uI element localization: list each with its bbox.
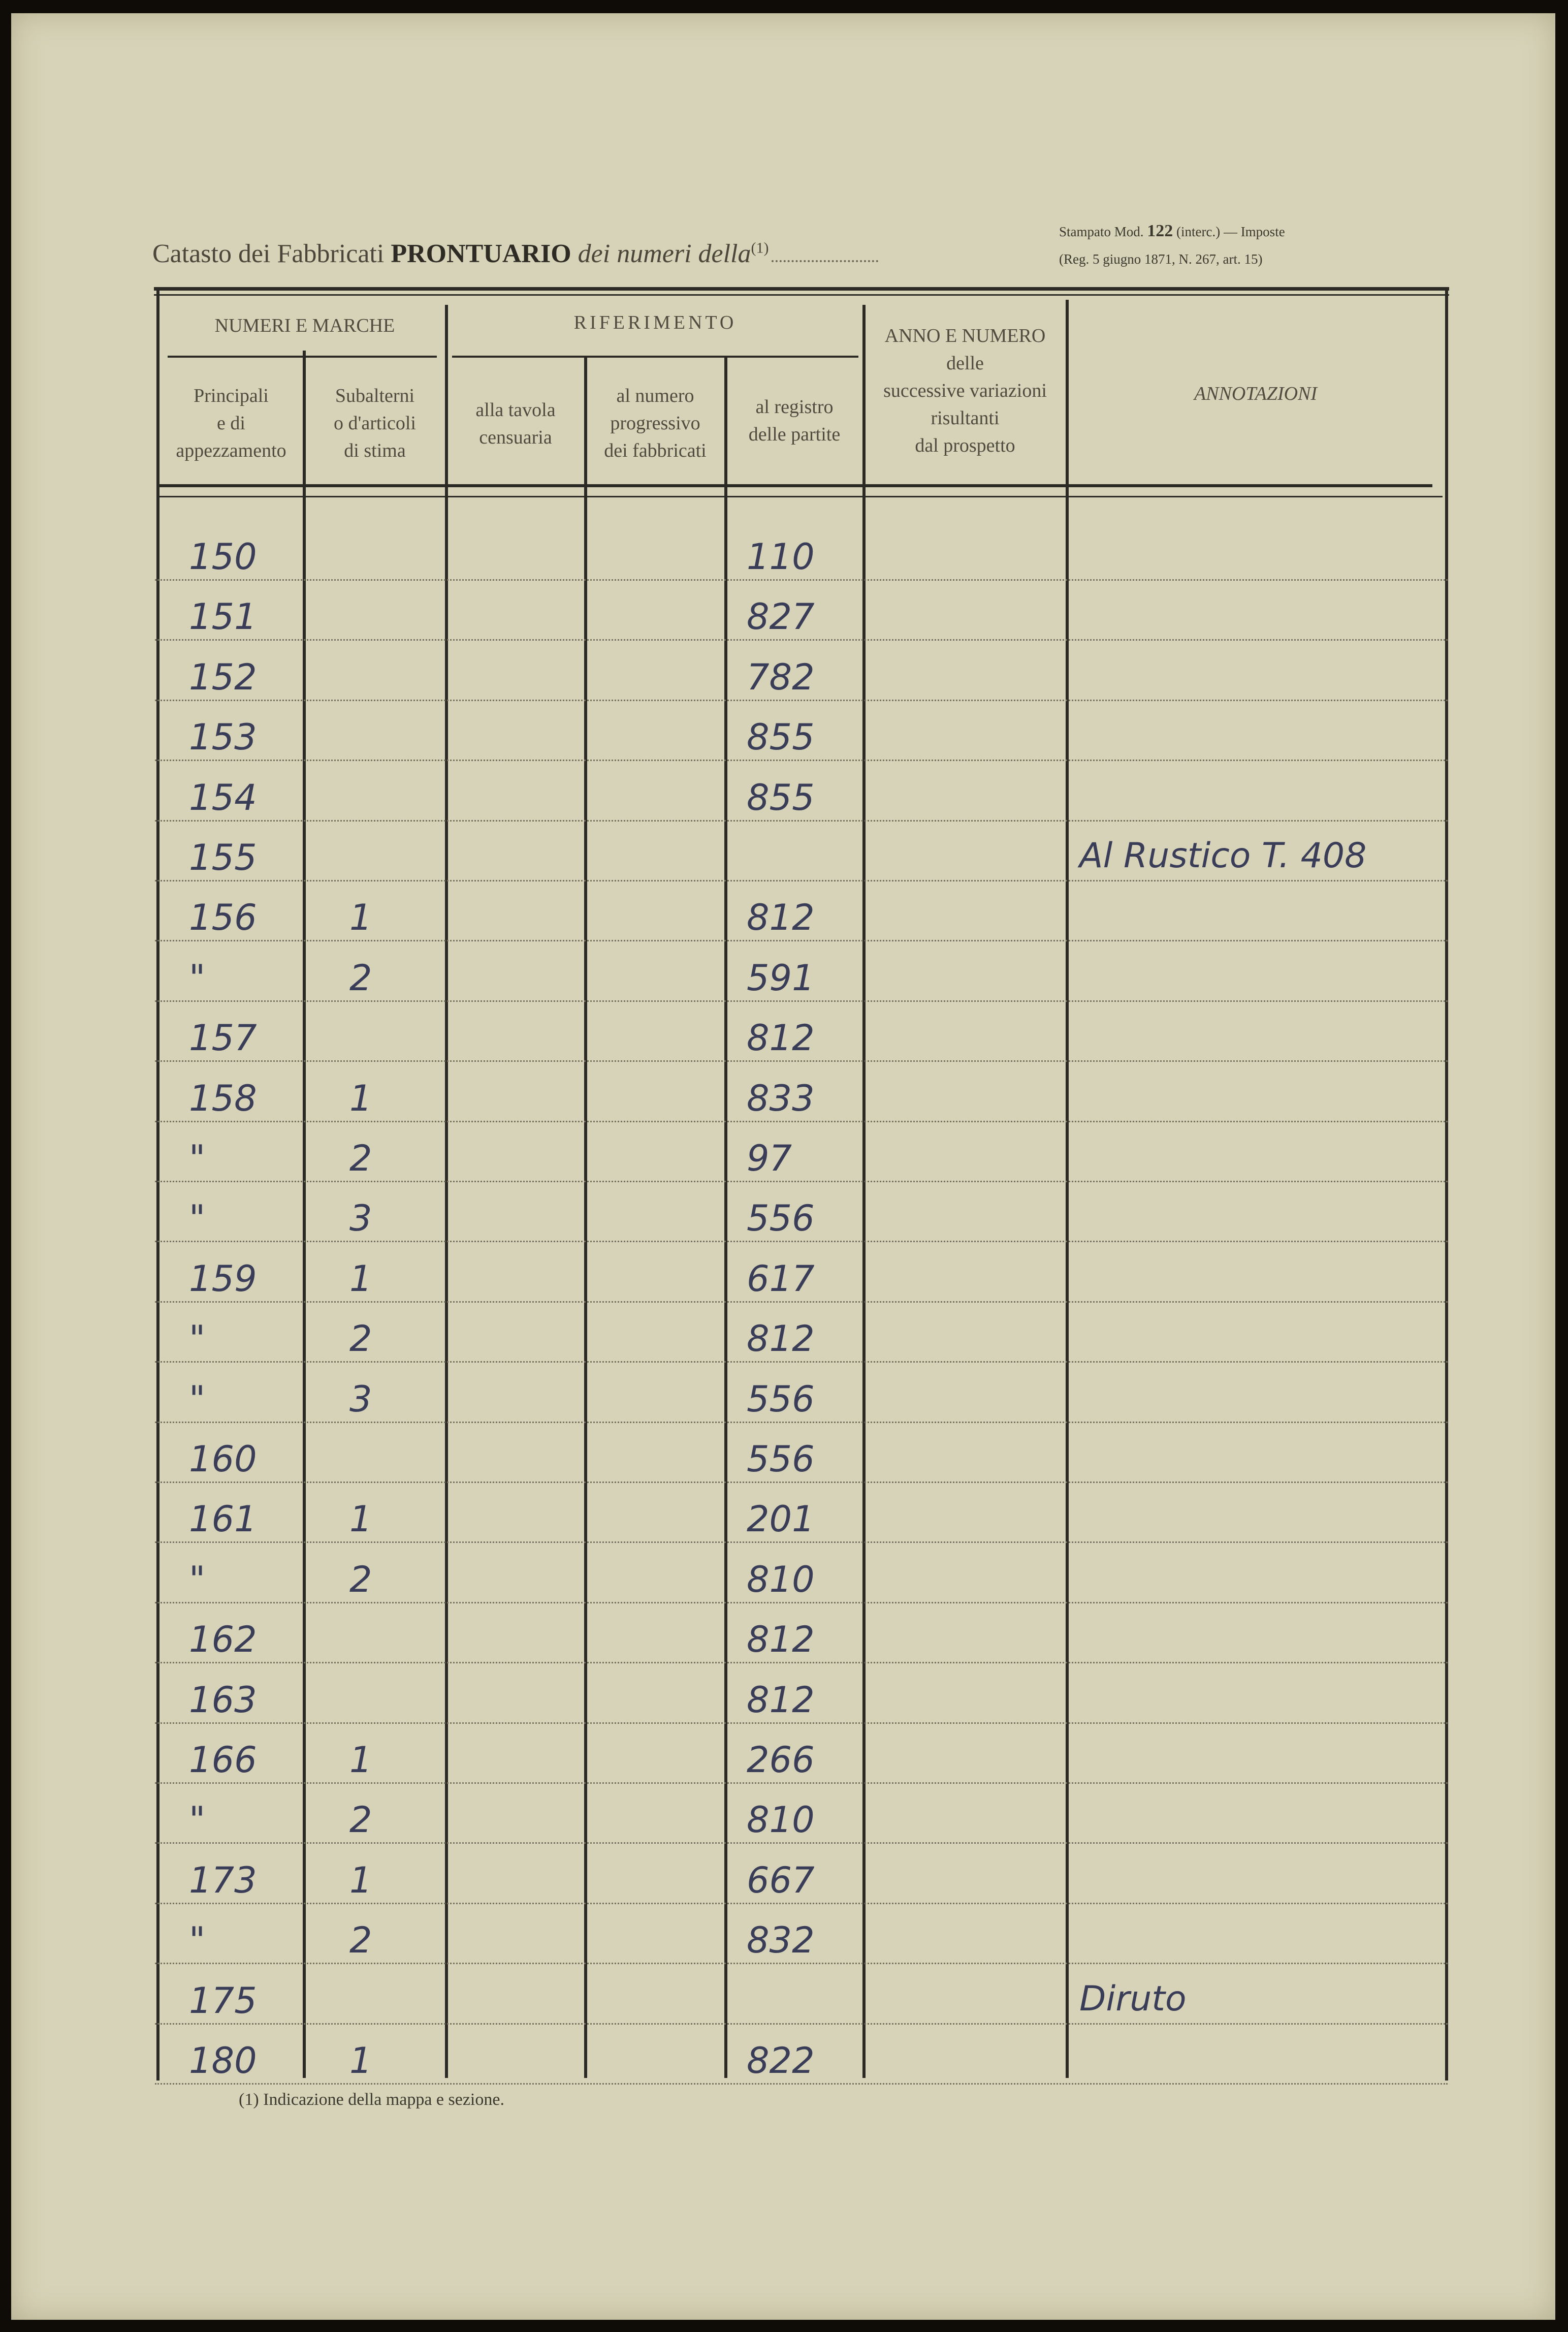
cell-subalterno: 1 <box>349 1257 372 1300</box>
row-separator <box>155 1241 1448 1242</box>
prontuario-label: PRONTUARIO <box>391 239 571 268</box>
cell-subalterno: 3 <box>349 1197 372 1240</box>
cell-registro: 827 <box>747 596 815 638</box>
header-tavola-censuaria: alla tavola censuaria <box>475 399 556 448</box>
row-separator <box>155 1482 1448 1483</box>
cell-principale: " <box>189 1318 206 1360</box>
table-top-border-thin <box>154 294 1449 296</box>
cell-subalterno: 2 <box>349 1799 372 1841</box>
cell-registro: 266 <box>747 1739 815 1781</box>
cell-principale: 180 <box>189 2040 257 2082</box>
row-separator <box>155 579 1448 581</box>
cell-principale: 152 <box>189 656 257 698</box>
cell-subalterno: 2 <box>349 1138 372 1179</box>
col-divider-principali <box>303 351 306 2078</box>
stamp-suffix: (interc.) — Imposte <box>1176 224 1285 239</box>
footnote: (1) Indicazione della mappa e sezione. <box>239 2090 504 2109</box>
cell-registro: 810 <box>747 1799 815 1841</box>
col-divider-registro <box>862 305 866 2078</box>
cell-principale: 153 <box>189 716 257 759</box>
stamp-model-number: 122 <box>1147 222 1173 240</box>
cell-subalterno: 1 <box>349 1498 372 1540</box>
cell-principale: " <box>189 1138 206 1179</box>
header-principali: Principali e di appezzamento <box>176 385 286 461</box>
cell-principale: " <box>189 1558 206 1600</box>
row-separator <box>155 1842 1448 1844</box>
cell-principale: 150 <box>189 536 257 578</box>
row-separator <box>155 1121 1448 1122</box>
row-separator <box>155 940 1448 941</box>
cell-registro: 617 <box>747 1257 815 1300</box>
cell-subalterno: 2 <box>349 957 372 999</box>
row-separator <box>155 1541 1448 1543</box>
row-separator <box>155 700 1448 701</box>
cell-annotazione: Diruto <box>1079 1978 1187 2019</box>
header-bottom-border-thin <box>157 496 1443 497</box>
cell-principale: " <box>189 957 206 999</box>
row-separator <box>155 639 1448 641</box>
row-separator <box>155 2083 1448 2085</box>
cell-registro: 591 <box>747 957 815 999</box>
cell-principale: " <box>189 1378 206 1420</box>
cell-subalterno: 1 <box>349 2040 372 2082</box>
row-separator <box>155 1060 1448 1062</box>
cell-subalterno: 1 <box>349 1739 372 1781</box>
row-separator <box>155 1722 1448 1724</box>
cell-subalterno: 1 <box>349 1077 372 1119</box>
row-separator <box>155 760 1448 761</box>
row-separator <box>155 1181 1448 1182</box>
cell-registro: 812 <box>747 1679 815 1721</box>
row-separator <box>155 1903 1448 1904</box>
header-numeri-e-marche: NUMERI E MARCHE <box>214 315 395 336</box>
row-separator <box>155 820 1448 822</box>
title-fill-line <box>772 260 878 262</box>
header-bottom-border <box>157 484 1432 487</box>
row-separator <box>155 1602 1448 1603</box>
cell-registro: 97 <box>747 1138 792 1179</box>
catasto-label: Catasto dei Fabbricati <box>152 239 385 268</box>
cell-principale: 156 <box>189 897 257 939</box>
cell-subalterno: 2 <box>349 1318 372 1360</box>
cell-registro: 855 <box>747 776 815 818</box>
cell-registro: 556 <box>747 1378 815 1420</box>
cell-subalterno: 2 <box>349 1919 372 1962</box>
cell-registro: 556 <box>747 1438 815 1480</box>
cell-principale: 175 <box>189 1979 257 2022</box>
cell-principale: " <box>189 1919 206 1962</box>
row-separator <box>155 1963 1448 1964</box>
col-divider-anno <box>1066 300 1069 2078</box>
col-divider-left <box>156 287 159 2081</box>
stamp-prefix: Stampato Mod. <box>1059 224 1144 239</box>
cell-principale: 158 <box>189 1077 257 1119</box>
cell-registro: 110 <box>747 536 815 578</box>
row-separator <box>155 1662 1448 1663</box>
page-title <box>152 239 878 269</box>
riferimento-group-underline <box>452 356 858 358</box>
cell-registro: 782 <box>747 656 815 698</box>
cell-registro: 812 <box>747 1318 815 1360</box>
row-separator <box>155 2023 1448 2025</box>
cell-principale: 162 <box>189 1619 257 1661</box>
col-divider-subalterni <box>445 305 448 2078</box>
cell-registro: 812 <box>747 1619 815 1661</box>
cell-registro: 855 <box>747 716 815 759</box>
cell-principale: 160 <box>189 1438 257 1480</box>
header-annotazioni: ANNOTAZIONI <box>1194 383 1318 404</box>
cell-registro: 832 <box>747 1919 815 1962</box>
row-separator <box>155 880 1448 881</box>
cell-registro: 833 <box>747 1077 815 1119</box>
cell-registro: 556 <box>747 1197 815 1240</box>
cell-principale: 173 <box>189 1859 257 1901</box>
cell-principale: " <box>189 1799 206 1841</box>
row-separator <box>155 1000 1448 1002</box>
header-riferimento: RIFERIMENTO <box>573 312 737 333</box>
cell-annotazione: Al Rustico T. 408 <box>1079 836 1367 876</box>
cell-principale: 159 <box>189 1257 257 1300</box>
cell-principale: " <box>189 1197 206 1240</box>
header-subalterni: Subalterni o d'articoli di stima <box>334 385 416 461</box>
col-divider-right <box>1445 287 1448 2081</box>
cell-registro: 667 <box>747 1859 815 1901</box>
cell-principale: 155 <box>189 837 257 878</box>
cell-registro: 201 <box>747 1498 815 1540</box>
row-separator <box>155 1361 1448 1363</box>
cell-principale: 154 <box>189 776 257 818</box>
cell-principale: 166 <box>189 1739 257 1781</box>
cell-registro: 822 <box>747 2040 815 2082</box>
numeri-group-underline <box>168 356 437 358</box>
cell-subalterno: 1 <box>349 897 372 939</box>
row-separator <box>155 1422 1448 1423</box>
cell-registro: 812 <box>747 897 815 939</box>
row-separator <box>155 1301 1448 1303</box>
cell-registro: 812 <box>747 1017 815 1059</box>
col-divider-tavola <box>584 356 587 2078</box>
cell-principale: 163 <box>189 1679 257 1721</box>
row-separator <box>155 1782 1448 1784</box>
cell-principale: 151 <box>189 596 257 638</box>
header-anno-numero: ANNO E NUMERO delle successive variazioni risultanti dal prospetto <box>883 325 1047 456</box>
table-top-border <box>154 287 1449 291</box>
subtitle-label: dei numeri della <box>578 239 751 268</box>
cell-subalterno: 1 <box>349 1859 372 1901</box>
cell-registro: 810 <box>747 1558 815 1600</box>
cell-subalterno: 3 <box>349 1378 372 1420</box>
footnote-mark: (1) <box>751 239 769 257</box>
cell-principale: 161 <box>189 1498 257 1540</box>
header-registro-partite: al registro delle partite <box>748 396 841 445</box>
col-divider-progressivo <box>724 356 727 2078</box>
cell-principale: 157 <box>189 1017 257 1059</box>
cell-subalterno: 2 <box>349 1558 372 1600</box>
header-numero-progressivo: al numero progressivo dei fabbricati <box>604 385 707 461</box>
print-stamp <box>1059 217 1285 273</box>
stamp-regulation: (Reg. 5 giugno 1871, N. 267, art. 15) <box>1059 251 1263 267</box>
